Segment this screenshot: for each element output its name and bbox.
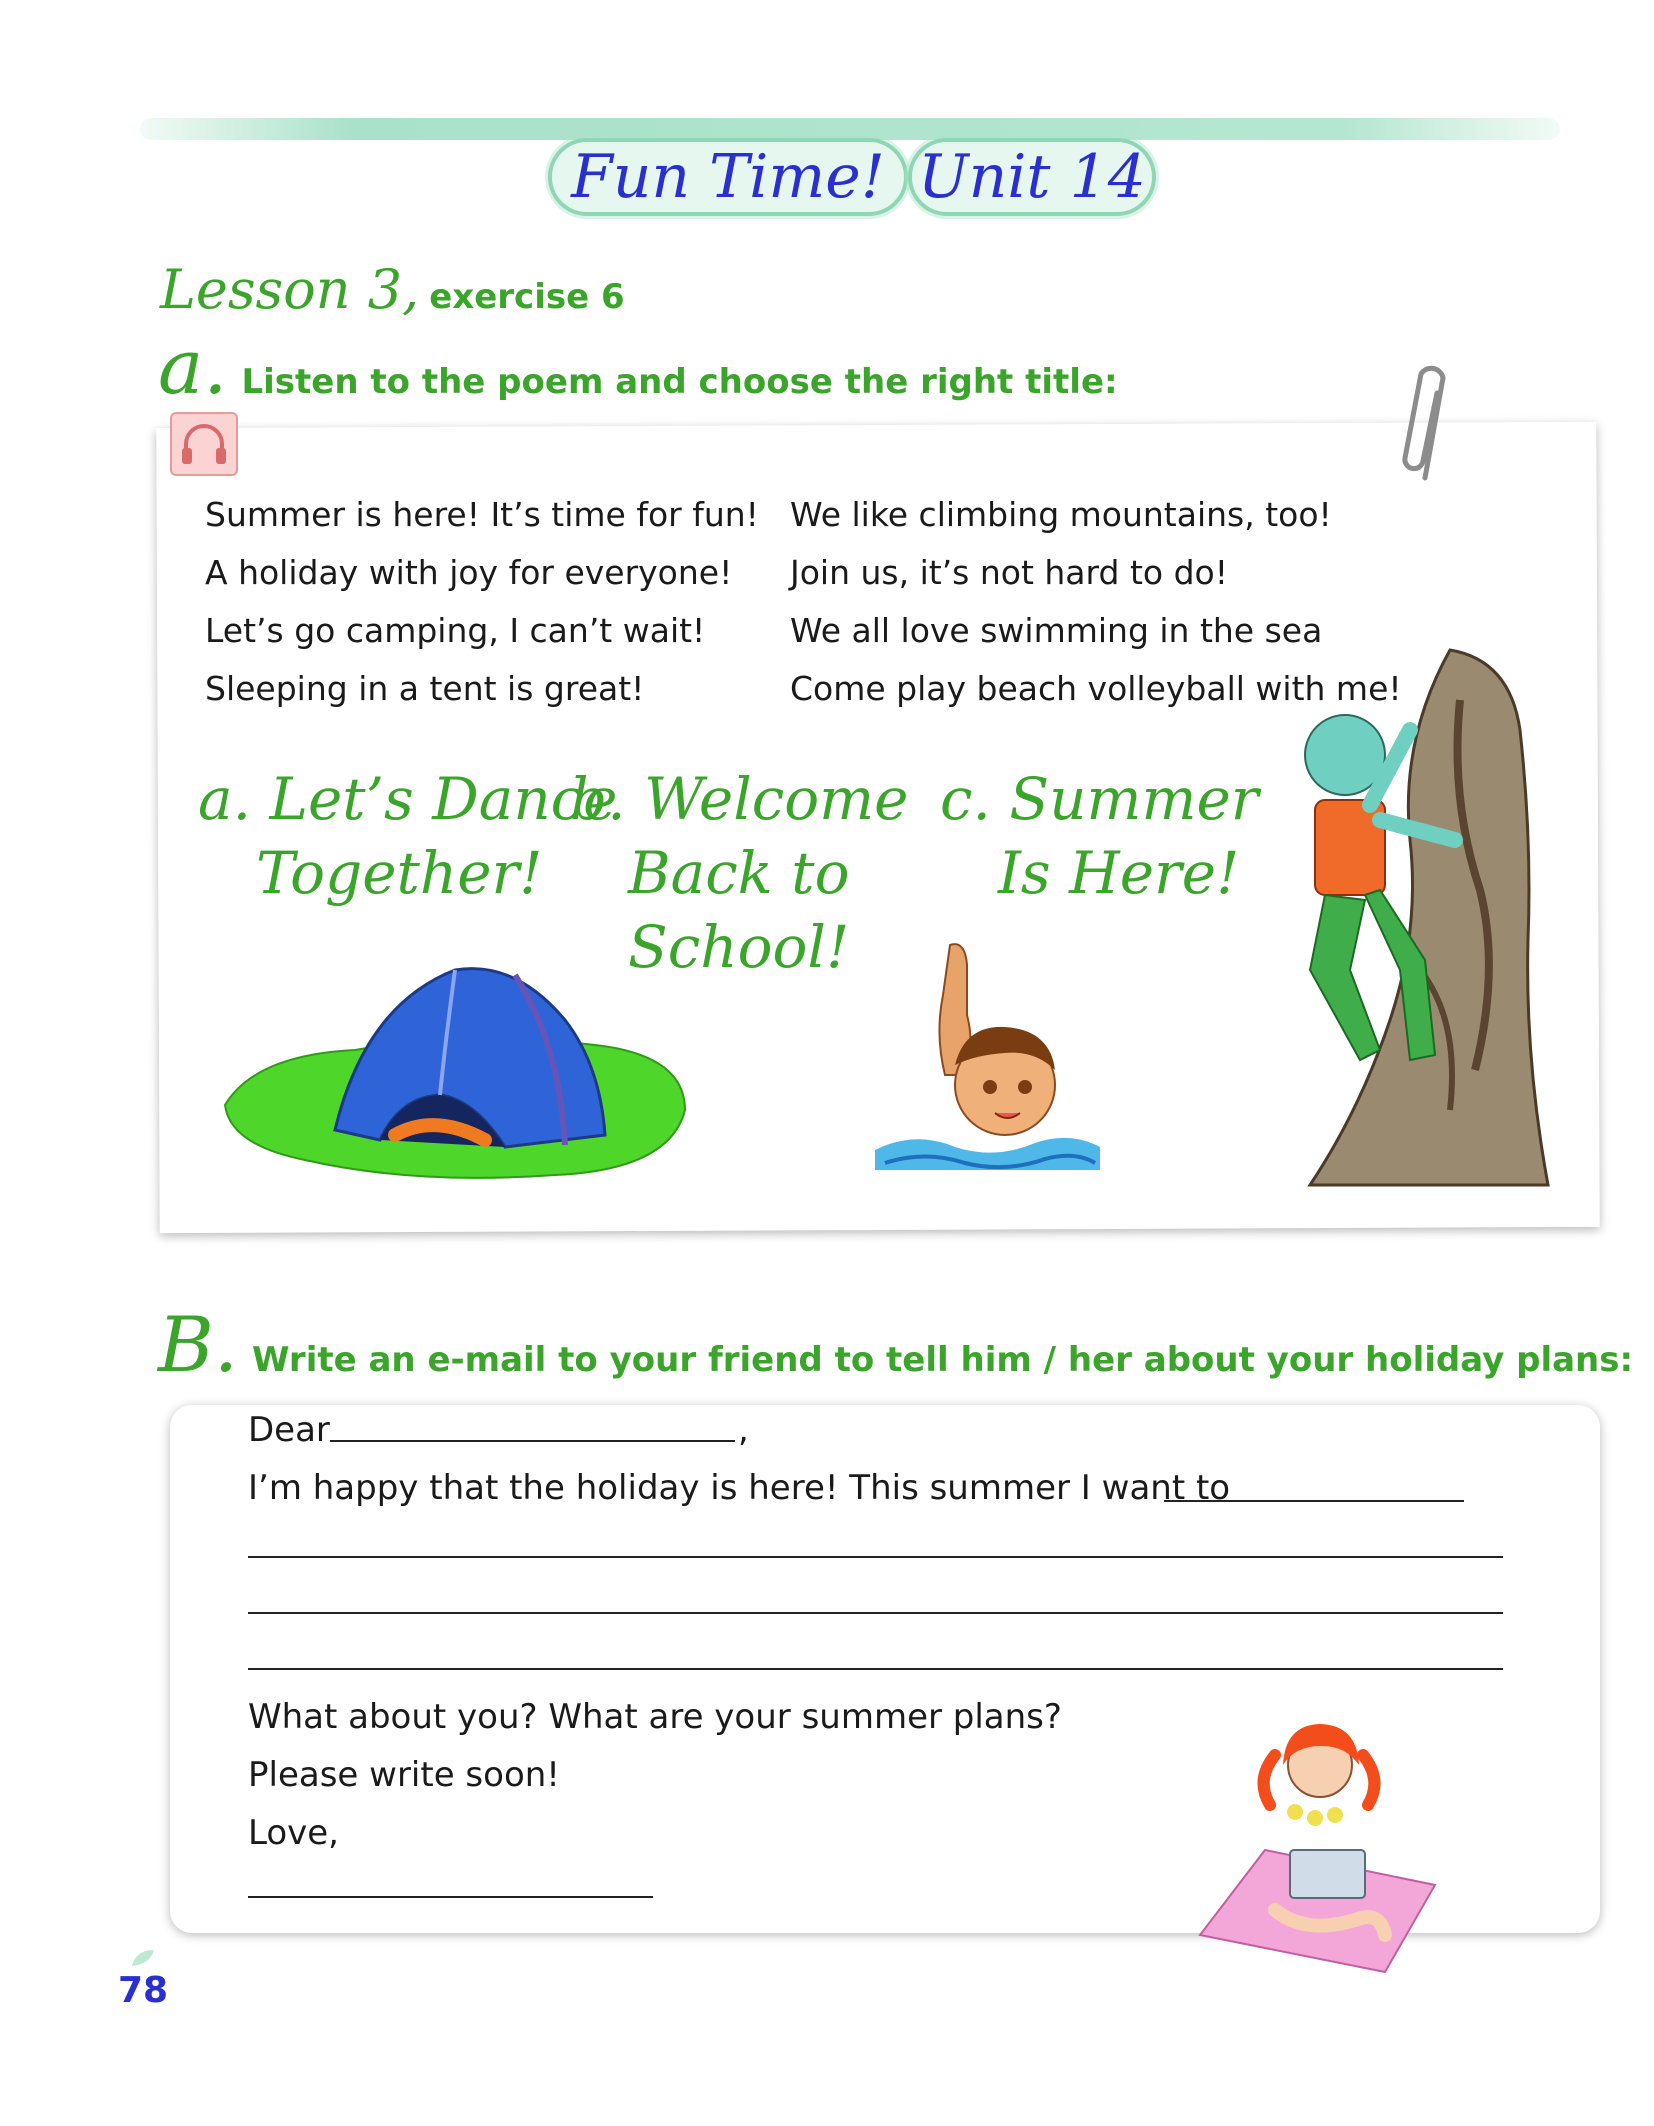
email-line-1: I’m happy that the holiday is here! This summer I want to [248,1468,1231,1508]
title-fun-time: Fun Time! [571,142,885,212]
poem-right-line-3: We all love swimming in the sea [790,611,1323,650]
section-a-letter: a. [158,322,228,411]
page-number: 78 [118,1970,169,2011]
option-b-line-2: Back to [628,839,850,907]
header-brush-stroke [140,118,1560,140]
option-c-line-2: Is Here! [998,839,1240,907]
option-a-line-1: a. Let’s Dance [198,765,618,833]
exercise-label: exercise 6 [429,277,625,317]
option-b-line-1: b. Welcome [570,765,909,833]
option-c[interactable] [940,762,1259,910]
poem-right-line-4: Come play beach volleyball with me! [790,669,1402,708]
plan-blank-2[interactable] [248,1556,1503,1558]
climbing-boy-illustration [1270,640,1570,1200]
option-a[interactable] [198,762,617,910]
poem-left-line-4: Sleeping in a tent is great! [205,669,645,708]
email-greeting-comma: , [738,1410,749,1450]
paperclip-icon [1395,358,1465,498]
email-greeting: Dear [248,1410,330,1450]
plan-blank-1[interactable] [1164,1500,1464,1502]
headphones-icon[interactable] [170,412,238,476]
swimming-boy-illustration [855,935,1115,1185]
girl-with-laptop-illustration [1195,1710,1445,1980]
signature-blank[interactable] [248,1896,653,1898]
section-b-letter: B. [158,1300,239,1389]
plan-blank-3[interactable] [248,1612,1503,1614]
tent-illustration [215,935,695,1195]
leaf-icon [130,1948,156,1968]
option-a-line-2: Together! [256,839,543,907]
title-pill-right [908,138,1156,216]
email-line-2: What about you? What are your summer plans? [248,1697,1062,1737]
poem-left-line-1: Summer is here! It’s time for fun! [205,495,759,534]
section-a-instruction: Listen to the poem and choose the right title: [241,362,1118,402]
greeting-name-blank[interactable] [330,1440,735,1442]
email-line-3: Please write soon! [248,1755,560,1795]
section-b-heading [158,1300,1633,1389]
section-b-instruction: Write an e-mail to your friend to tell him / her about your holiday plans: [252,1340,1634,1380]
plan-blank-4[interactable] [248,1668,1503,1670]
lesson-heading [160,258,625,328]
poem-left-line-2: A holiday with joy for everyone! [205,553,733,592]
option-b-line-3: School! [628,913,850,981]
lesson-label: Lesson 3, [160,258,420,321]
poem-right-line-2: Join us, it’s not hard to do! [790,553,1228,592]
poem-left-line-3: Let’s go camping, I can’t wait! [205,611,706,650]
title-unit: Unit 14 [918,142,1146,212]
section-a-heading [158,322,1118,411]
title-pill-left [548,138,908,216]
email-line-4: Love, [248,1813,339,1853]
poem-right-line-1: We like climbing mountains, too! [790,495,1332,534]
option-c-line-1: c. Summer [940,765,1259,833]
